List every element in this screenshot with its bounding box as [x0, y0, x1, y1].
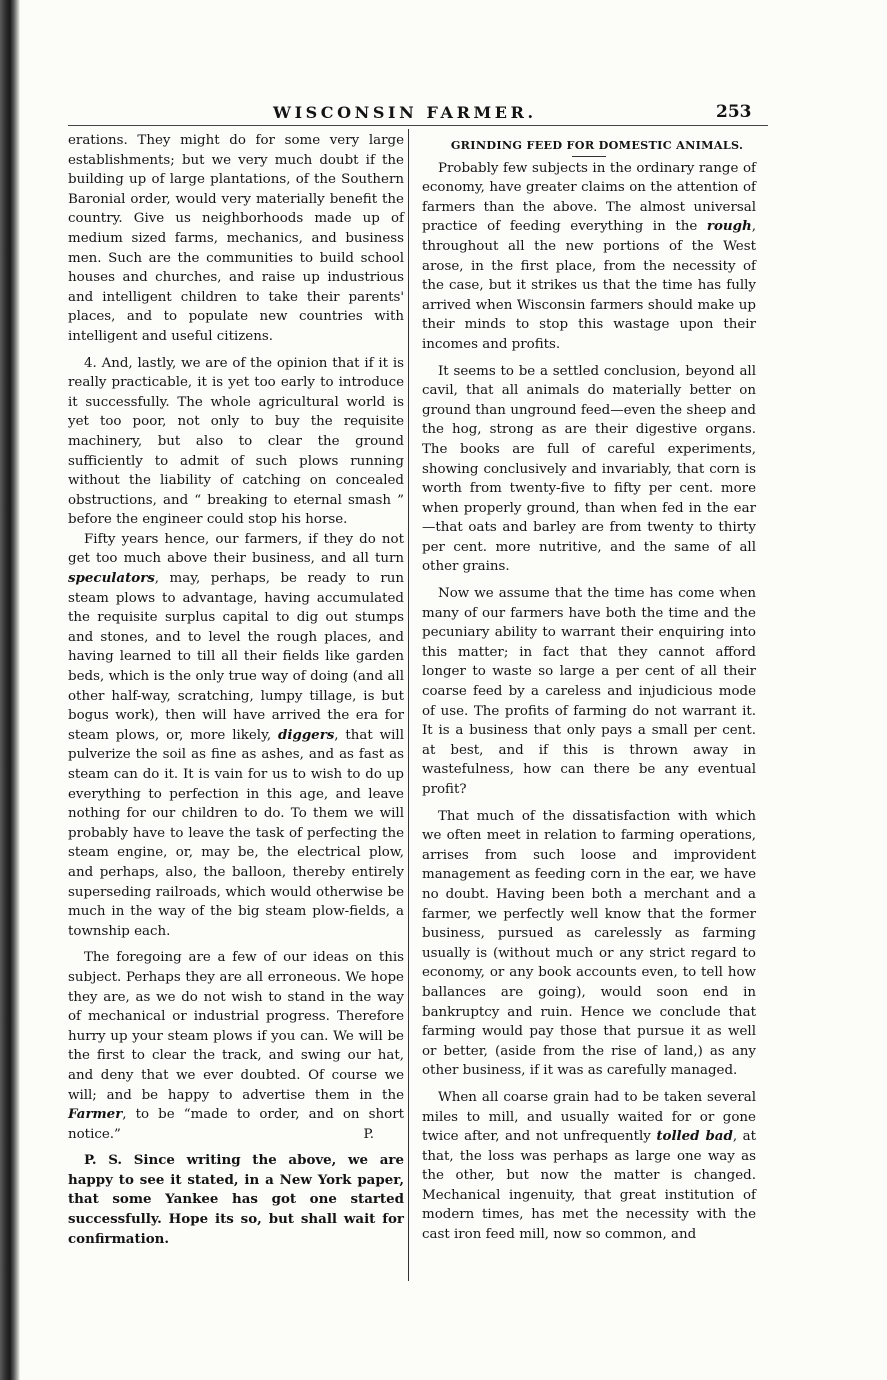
right-paragraph-2: It seems to be a settled conclusion, beyond all cavil, that all animals do materially better on ground than unground feed—even the sheep and the hog, strong as are their digestive organs. The books are full of careful experiments, showing conclusively and invariably, that corn is worth from twenty-five to fifty per cent. more when properly ground, than when fed in the ear—that oats and barley are from twenty to thirty per cent. more nutritive, and the same of all other grains. [422, 363, 756, 575]
signature: P. [363, 1126, 374, 1142]
left-column [68, 131, 404, 1249]
running-title: WISCONSIN FARMER. [273, 103, 537, 122]
right-paragraph-5: When all coarse grain had to be taken several miles to mill, and usually waited for or gone twice after, and not unfrequently tolled bad, at that, the loss was perhaps as large one way as the other, but now the matter is changed. Mechanical ingenuity, that great institution of modern times, has met the necessity with the cast iron feed mill, now so common, and [422, 1089, 757, 1243]
book-binding-edge [0, 0, 20, 1380]
title-rule [572, 156, 606, 157]
italic-speculators: speculators [68, 570, 155, 587]
page-header [68, 103, 768, 131]
left-paragraph-ps: P. S. Since writing the above, we are happy to see it stated, in a New York paper, that some Yankee has got one started successfully. Hope its so, but shall wait for confirmation. [68, 1152, 404, 1247]
right-paragraph-3: Now we assume that the time has come when many of our farmers have both the time and the pecuniary ability to warrant their enquiring into this matter; in fact that they cannot afford longer to waste so large a per cent of all their coarse feed by a careless and injudicious mode of use. The profits of farming do not warrant it. It is a business that only pays a small per cent. at best, and if this is thrown away in wastefulness, how can there be any eventual profit? [422, 586, 756, 797]
article-title: GRINDING FEED FOR DOMESTIC ANIMALS. [450, 138, 744, 152]
italic-rough: rough [706, 218, 752, 235]
right-paragraph-4: That much of the dissatisfaction with which we often meet in relation to farming operations, arrises from such loose and improvident management as feeding corn in the ear, we have no doubt. Having been both a merchant and a farmer, we perfectly well know that the former business, pursued as carelessly as farming usually is (without much or any strict regard to economy, or any book accounts even, to tell how ballances are going), would soon end in bankruptcy and ruin. Hence we conclude that farming would pay those that pursue it as well or better, (aside from the rise of land,) as any other business, if it was as carefully managed. [422, 808, 756, 1079]
italic-farmer: Farmer [68, 1106, 123, 1123]
page-number: 253 [716, 102, 752, 122]
italic-tolled-bad: tolled bad [656, 1128, 733, 1145]
right-column [422, 136, 756, 1245]
left-paragraph-3: Fifty years hence, our farmers, if they do not get too much above their business, and all turn speculators, may, perhaps, be ready to run steam plows to advantage, having accumulated the requisite surplus capital to dig out stumps and stones, and to level the rough places, and having learned to till all their fields like garden beds, which is the only true way of doing (and all other half-way, scratching, lumpy tillage, is but bogus work), then will have arrived the era for steam plows, or, more likely, diggers, that will pulverize the soil as fine as ashes, and as fast as steam can do it. It is vain for us to wish to do up everything to perfection in this age, and leave nothing for our children to do. To them we will probably have to leave the task of perfecting the steam engine, or, may be, the electrical plow, and perhaps, also, the balloon, thereby entirely superseding railroads, which would otherwise be much in the way of the big steam plow-fields, a township each. [68, 531, 404, 939]
right-paragraph-1: Probably few subjects in the ordinary range of economy, have greater claims on the attention of farmers than the above. The almost universal practice of feeding everything in the rough, throughout all the new portions of the West arose, in the first place, from the necessity of the case, but it strikes us that the time has fully arrived when Wisconsin farmers should make up their minds to stop this wastage upon their incomes and profits. [422, 160, 756, 352]
left-paragraph-4: The foregoing are a few of our ideas on this subject. Perhaps they are all erroneous. We hope they are, as we do not wish to stand in the way of mechanical or industrial progress. Therefore hurry up your steam plows if you can. We will be the first to clear the track, and swing our hat, and deny that we ever doubted. Of course we will; and be happy to advertise them in the Farmer, to be “made to order, and on short notice.” P. [68, 948, 404, 1144]
left-paragraph-1: erations. They might do for some very large establishments; but we very much doubt if the building up of large plantations, of the Southern Baronial order, would very materially benefit the country. Give us neighborhoods made up of medium sized farms, mechanics, and business men. Such are the communities to build school houses and churches, and raise up industrious and intelligent children to take their parents' places, and to populate new countries with intelligent and useful citizens. [68, 133, 404, 344]
left-paragraph-2: 4. And, lastly, we are of the opinion that if it is really practicable, it is yet too early to introduce it successfully. The whole agricultural world is yet too poor, not only to buy the requisite machinery, but also to clear the ground sufficiently to admit of such plows running without the liability of catching on concealed obstructions, and “ breaking to eternal smash ” before the engineer could stop his horse. [68, 355, 404, 528]
header-rule [68, 125, 768, 126]
column-divider [408, 129, 409, 1281]
italic-diggers: diggers [278, 726, 335, 743]
